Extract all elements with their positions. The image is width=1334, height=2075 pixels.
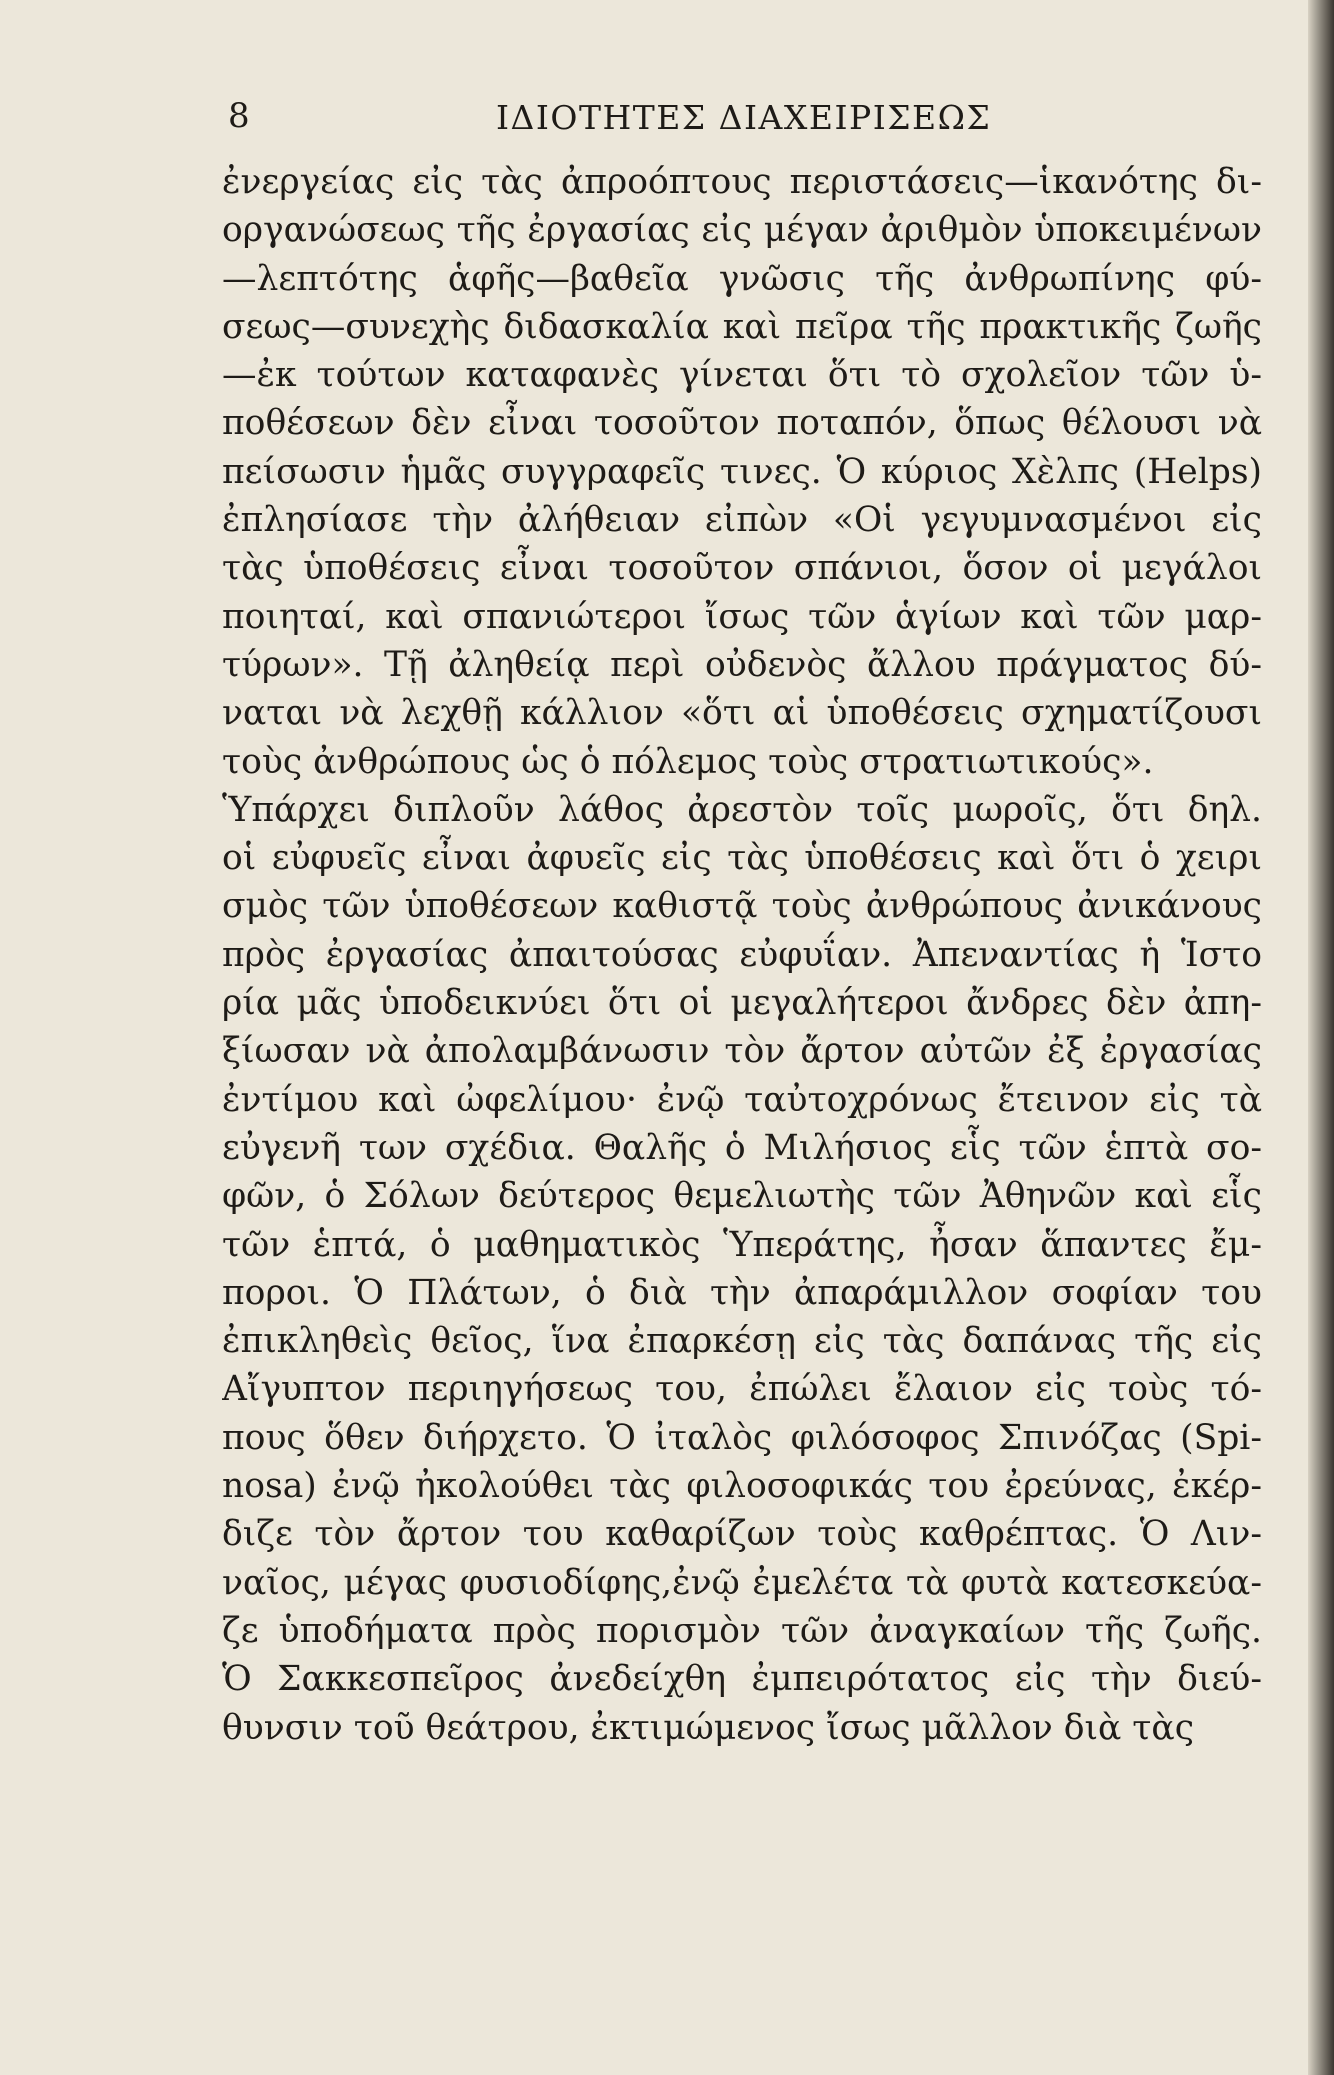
text-line: ἐντίμου καὶ ὠφελίμου· ἐνῷ ταὐτοχρόνως ἔτεινον εἰς τὰ xyxy=(222,1079,1262,1120)
body-text xyxy=(222,158,1262,1752)
text-line: ξίωσαν νὰ ἀπολαμβάνωσιν τὸν ἄρτον αὐτῶν ἐξ ἐργασίας xyxy=(222,1031,1262,1072)
page-number: 8 xyxy=(228,96,250,136)
text-line: ἐνεργείας εἰς τὰς ἀπροόπτους περιστάσεις—ἱκανότης δι- xyxy=(222,162,1262,202)
text-line: διζε τὸν ἄρτον του καθαρίζων τοὺς καθρέπτας. Ὁ Λιν- xyxy=(222,1514,1262,1555)
text-line: ποροι. Ὁ Πλάτων, ὁ διὰ τὴν ἀπαράμιλλον σοφίαν του xyxy=(222,1272,1262,1313)
text-line: πείσωσιν ἡμᾶς συγγραφεῖς τινες. Ὁ κύριος Χὲλπς (Helps) xyxy=(222,451,1262,492)
text-line: σμὸς τῶν ὑποθέσεων καθιστᾷ τοὺς ἀνθρώπους ἀνικάνους xyxy=(222,886,1262,927)
text-line: ναῖος, μέγας φυσιοδίφης,ἐνῷ ἐμελέτα τὰ φυτὰ κατεσκεύα- xyxy=(222,1562,1262,1603)
text-line: —λεπτότης ἁφῆς—βαθεῖα γνῶσις τῆς ἀνθρωπίνης φύ- xyxy=(222,258,1262,299)
text-line: θυνσιν τοῦ θεάτρου, ἐκτιμώμενος ἴσως μᾶλλον διὰ τὰς xyxy=(222,1707,1195,1748)
text-line: πρὸς ἐργασίας ἀπαιτούσας εὐφυΐαν. Ἀπεναντίας ἡ Ἱστο xyxy=(222,934,1262,975)
text-line: ζε ὑποδήματα πρὸς πορισμὸν τῶν ἀναγκαίων τῆς ζωῆς. xyxy=(222,1610,1262,1651)
text-line: οἱ εὐφυεῖς εἶναι ἀφυεῖς εἰς τὰς ὑποθέσεις καὶ ὅτι ὁ χειρι xyxy=(222,838,1262,879)
text-line: Ὁ Σακκεσπεῖρος ἀνεδείχθη ἐμπειρότατος εἰς τὴν διεύ- xyxy=(222,1659,1262,1700)
running-head: ΙΔΙΟΤΗΤΕΣ ΔΙΑΧΕΙΡΙΣΕΩΣ xyxy=(496,98,992,137)
text-line: nosa) ἐνῷ ἠκολούθει τὰς φιλοσοφικάς του ἐρεύνας, ἐκέρ- xyxy=(222,1466,1262,1507)
text-line: τύρων». Τῇ ἀληθείᾳ περὶ οὐδενὸς ἄλλου πράγματος δύ- xyxy=(222,644,1262,685)
page-edge-shadow xyxy=(1308,0,1334,2075)
text-line: τοὺς ἀνθρώπους ὡς ὁ πόλεμος τοὺς στρατιωτικούς». xyxy=(222,741,1154,782)
text-line: τὰς ὑποθέσεις εἶναι τοσοῦτον σπάνιοι, ὅσον οἱ μεγάλοι xyxy=(222,548,1262,589)
text-line: ρία μᾶς ὑποδεικνύει ὅτι οἱ μεγαλήτεροι ἄνδρες δὲν ἀπη- xyxy=(222,983,1262,1024)
text-line: οργανώσεως τῆς ἐργασίας εἰς μέγαν ἀριθμὸν ὑποκειμένων xyxy=(222,210,1262,251)
text-line: ἐπλησίασε τὴν ἀλήθειαν εἰπὼν «Οἱ γεγυμνασμένοι εἰς xyxy=(222,500,1262,541)
text-line: ποιηταί, καὶ σπανιώτεροι ἴσως τῶν ἁγίων καὶ τῶν μαρ- xyxy=(222,596,1262,637)
text-line: ναται νὰ λεχθῇ κάλλιον «ὅτι αἱ ὑποθέσεις σχηματίζουσι xyxy=(222,693,1262,734)
text-line: πους ὅθεν διήρχετο. Ὁ ἰταλὸς φιλόσοφος Σπινόζας (Spi- xyxy=(222,1417,1262,1458)
page-header xyxy=(0,96,1334,146)
text-line: —ἐκ τούτων καταφανὲς γίνεται ὅτι τὸ σχολεῖον τῶν ὑ- xyxy=(222,355,1262,396)
text-line: ἐπικληθεὶς θεῖος, ἵνα ἐπαρκέσῃ εἰς τὰς δαπάνας τῆς εἰς xyxy=(222,1321,1262,1362)
text-line: ποθέσεων δὲν εἶναι τοσοῦτον ποταπόν, ὅπως θέλουσι νὰ xyxy=(222,403,1262,444)
text-line: τῶν ἑπτά, ὁ μαθηματικὸς Ὑπεράτης, ἦσαν ἅπαντες ἔμ- xyxy=(222,1224,1262,1265)
text-line: Ὑπάρχει διπλοῦν λάθος ἀρεστὸν τοῖς μωροῖς, ὅτι δηλ. xyxy=(222,789,1262,830)
text-line: σεως—συνεχὴς διδασκαλία καὶ πεῖρα τῆς πρακτικῆς ζωῆς xyxy=(222,306,1262,347)
text-line: εὐγενῆ των σχέδια. Θαλῆς ὁ Μιλήσιος εἷς τῶν ἑπτὰ σο- xyxy=(222,1127,1262,1168)
text-line: Αἴγυπτον περιηγήσεως του, ἐπώλει ἔλαιον εἰς τοὺς τό- xyxy=(222,1369,1262,1410)
text-line: φῶν, ὁ Σόλων δεύτερος θεμελιωτὴς τῶν Ἀθηνῶν καὶ εἷς xyxy=(222,1176,1262,1217)
